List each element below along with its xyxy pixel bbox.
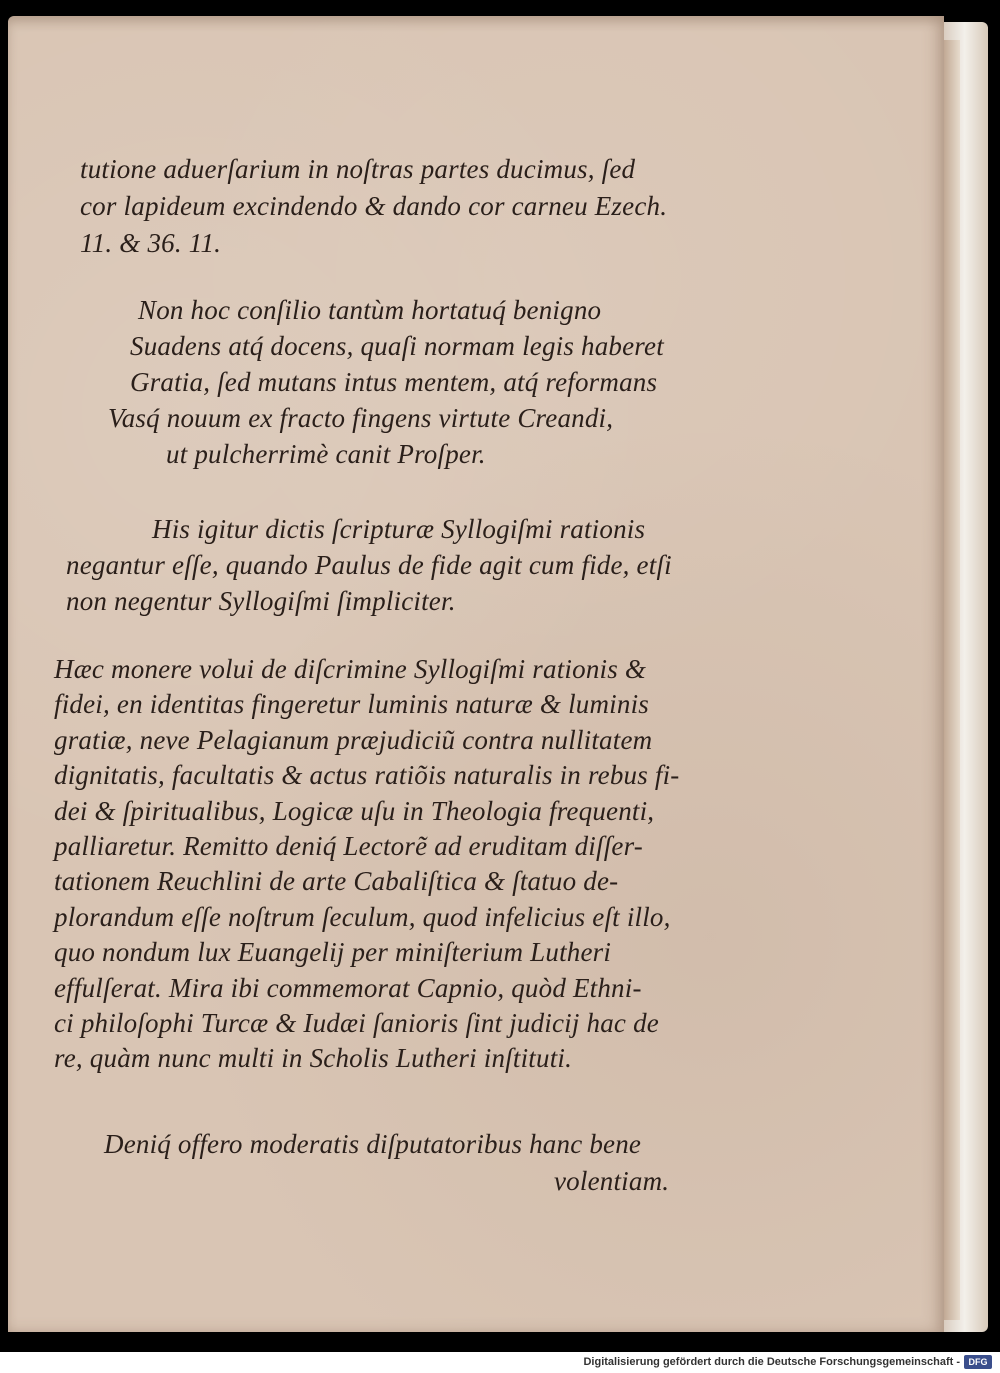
paragraph-2: [66, 511, 672, 619]
poem-line: Gratia, ſed mutans intus mentem, atq́ reformans: [130, 367, 658, 397]
text-line: dignitatis, facultatis & actus ratiõis naturalis in rebus fi-: [54, 760, 680, 791]
poem-quote: [108, 292, 664, 472]
funding-credit: Digitalisierung gefördert durch die Deutsche Forschungsgemeinschaft -: [583, 1356, 960, 1368]
paragraph-1: [80, 151, 667, 262]
text-line: Hæc monere volui de diſcrimine Syllogiſmi rationis &: [54, 654, 647, 684]
dfg-logo: DFG: [964, 1355, 992, 1369]
poem-line: Suadens atq́ docens, quaſi normam legis haberet: [130, 331, 664, 361]
text-line: tationem Reuchlini de arte Cabaliſtica & ſtatuo de-: [54, 866, 619, 897]
text-line: tutione aduerſarium in noſtras partes ducimus, ſed: [80, 154, 636, 184]
text-line: plorandum eſſe noſtrum ſeculum, quod infelicius eſt illo,: [54, 901, 671, 932]
poem-line: Vasq́ nouum ex fracto fingens virtute Creandi,: [108, 403, 614, 433]
text-line: His igitur dictis ſcripturæ Syllogiſmi rationis: [152, 514, 646, 544]
text-line: 11. & 36. 11.: [80, 228, 222, 258]
text-line: quo nondum lux Euangelij per miniſterium Lutheri: [54, 937, 612, 968]
text-line: re, quàm nunc multi in Scholis Lutheri inſtituti.: [54, 1043, 573, 1074]
text-line: non negentur Syllogiſmi ſimpliciter.: [66, 586, 456, 616]
text-line: Deniq́ offero moderatis diſputatoribus hanc bene: [104, 1129, 642, 1159]
text-line: dei & ſpiritualibus, Logicæ uſu in Theologia frequenti,: [54, 795, 655, 826]
poem-line: Non hoc conſilio tantùm hortatuq́ benigno: [138, 295, 602, 325]
paragraph-4: [104, 1126, 669, 1200]
text-line: effulſerat. Mira ibi commemorat Capnio, quòd Ethni-: [54, 972, 642, 1003]
text-line: volentiam.: [554, 1166, 670, 1196]
text-line: fidei, en identitas fingeretur luminis naturæ & luminis: [54, 689, 649, 720]
paragraph-3: [54, 652, 680, 1077]
book-page: [8, 16, 944, 1332]
text-line: negantur eſſe, quando Paulus de fide agit cum fide, etſi: [66, 550, 672, 580]
poem-line: ut pulcherrimè canit Proſper.: [166, 439, 486, 469]
text-line: cor lapideum excindendo & dando cor carneu Ezech.: [80, 191, 668, 221]
text-line: palliaretur. Remitto deniq́ Lectorẽ ad eruditam diſſer-: [54, 831, 643, 862]
text-line: gratiæ, neve Pelagianum præjudiciũ contra nullitatem: [54, 724, 653, 755]
footer-bar: [0, 1352, 1000, 1373]
text-line: ci philoſophi Turcæ & Iudæi ſanioris ſint judicij hac de: [54, 1008, 659, 1039]
